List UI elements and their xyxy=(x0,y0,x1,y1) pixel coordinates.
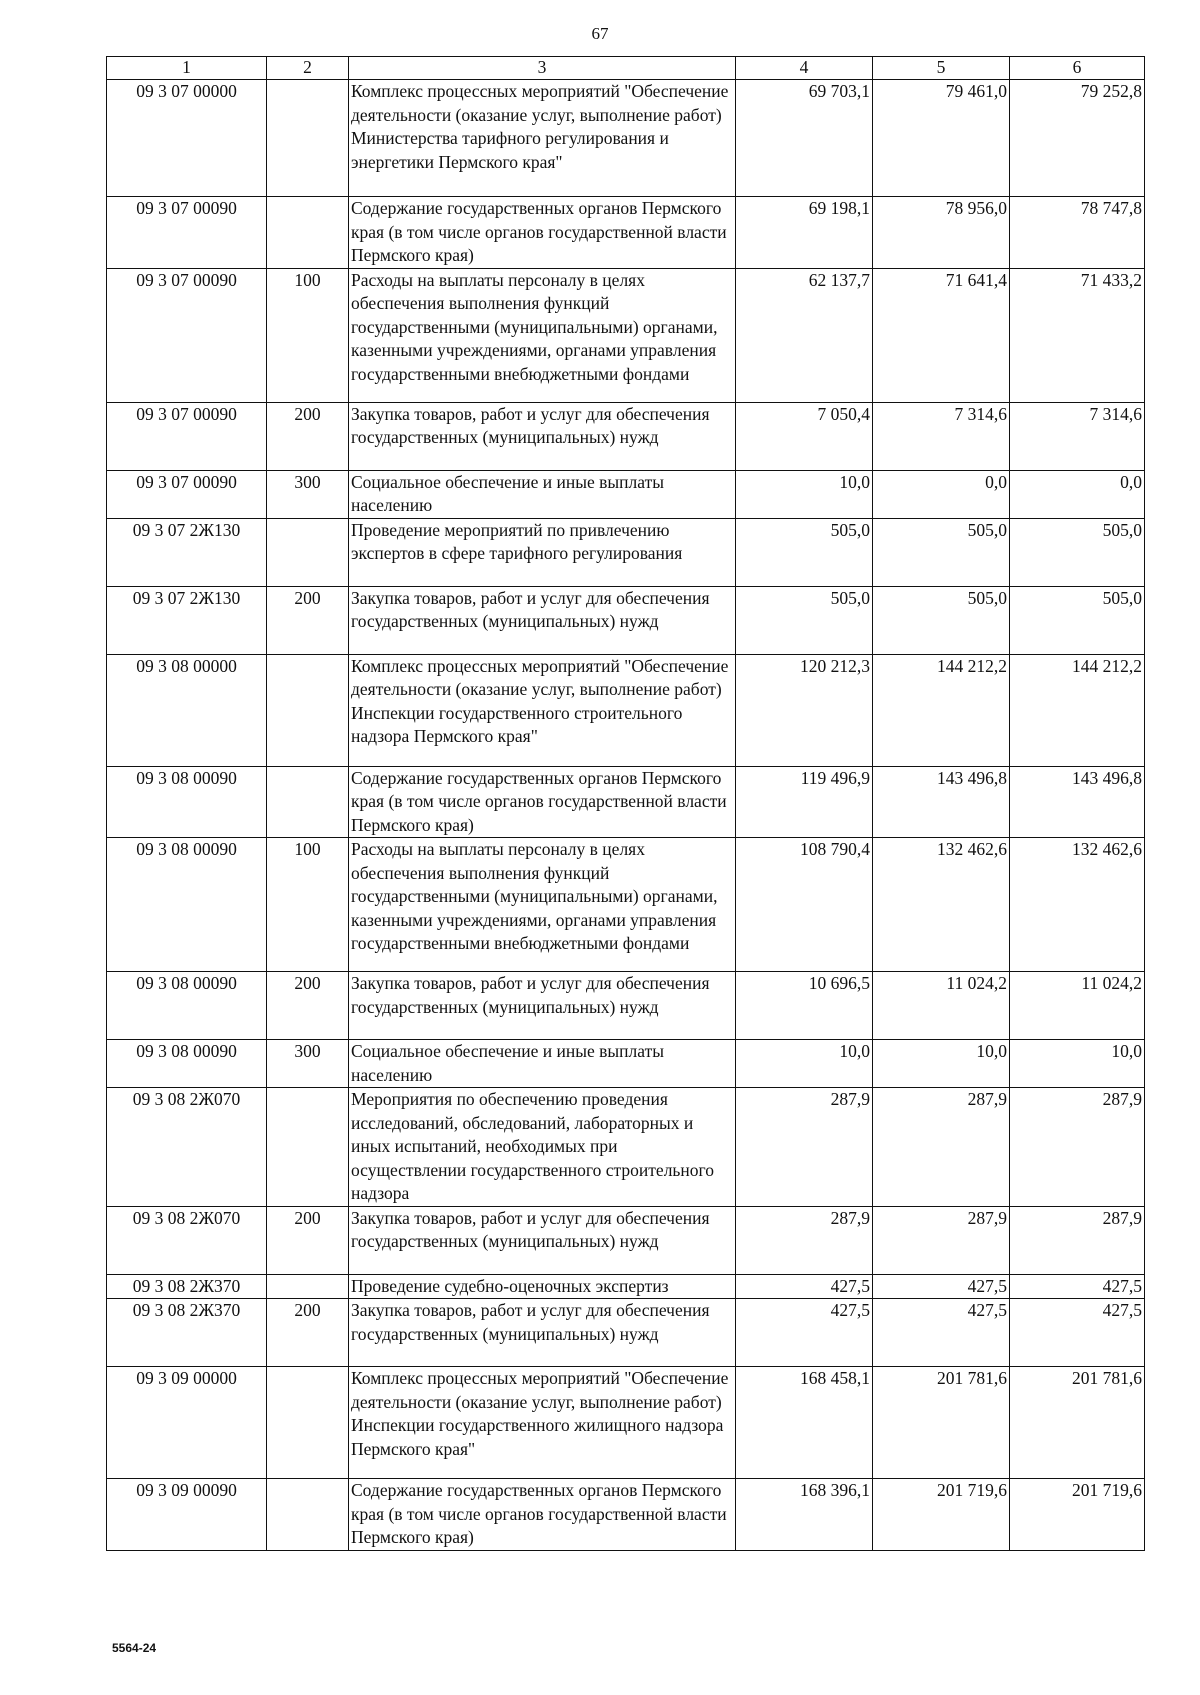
description-cell: Расходы на выплаты персоналу в целях обеспечения выполнения функций государственными (муниципальными) органами, казенными учреждениями, органами управления государственными внебюджетными фондами xyxy=(349,268,736,402)
description-cell: Закупка товаров, работ и услуг для обеспечения государственных (муниципальных) нужд xyxy=(349,402,736,470)
expense-type-cell: 200 xyxy=(267,972,349,1040)
amount-col-4-cell: 168 396,1 xyxy=(736,1479,873,1551)
amount-col-4-cell: 119 496,9 xyxy=(736,766,873,838)
header-col-2: 2 xyxy=(267,57,349,80)
amount-col-5-cell: 287,9 xyxy=(873,1088,1010,1207)
table-row xyxy=(107,1040,1145,1088)
header-col-5: 5 xyxy=(873,57,1010,80)
code-cell: 09 3 08 2Ж070 xyxy=(107,1088,267,1207)
description-cell: Проведение мероприятий по привлечению экспертов в сфере тарифного регулирования xyxy=(349,518,736,586)
amount-col-4-cell: 69 703,1 xyxy=(736,80,873,197)
amount-col-5-cell: 505,0 xyxy=(873,586,1010,654)
expense-type-cell xyxy=(267,1479,349,1551)
table-row xyxy=(107,972,1145,1040)
amount-col-5-cell: 7 314,6 xyxy=(873,402,1010,470)
amount-col-5-cell: 201 719,6 xyxy=(873,1479,1010,1551)
amount-col-6-cell: 143 496,8 xyxy=(1010,766,1145,838)
code-cell: 09 3 08 00090 xyxy=(107,972,267,1040)
expense-type-cell: 200 xyxy=(267,402,349,470)
code-cell: 09 3 08 2Ж370 xyxy=(107,1299,267,1367)
table-row xyxy=(107,518,1145,586)
table-row xyxy=(107,402,1145,470)
table-row xyxy=(107,586,1145,654)
code-cell: 09 3 08 2Ж070 xyxy=(107,1206,267,1274)
code-cell: 09 3 07 00000 xyxy=(107,80,267,197)
expense-type-cell: 300 xyxy=(267,1040,349,1088)
document-number: 5564-24 xyxy=(112,1641,157,1655)
amount-col-6-cell: 71 433,2 xyxy=(1010,268,1145,402)
amount-col-5-cell: 79 461,0 xyxy=(873,80,1010,197)
amount-col-4-cell: 427,5 xyxy=(736,1299,873,1367)
code-cell: 09 3 08 2Ж370 xyxy=(107,1274,267,1299)
expense-type-cell xyxy=(267,518,349,586)
amount-col-5-cell: 144 212,2 xyxy=(873,654,1010,766)
code-cell: 09 3 07 00090 xyxy=(107,470,267,518)
budget-table xyxy=(106,56,1145,1551)
code-cell: 09 3 09 00090 xyxy=(107,1479,267,1551)
amount-col-6-cell: 201 781,6 xyxy=(1010,1367,1145,1479)
amount-col-4-cell: 10,0 xyxy=(736,470,873,518)
code-cell: 09 3 07 2Ж130 xyxy=(107,586,267,654)
amount-col-4-cell: 287,9 xyxy=(736,1206,873,1274)
description-cell: Проведение судебно-оценочных экспертиз xyxy=(349,1274,736,1299)
amount-col-4-cell: 505,0 xyxy=(736,518,873,586)
description-cell: Содержание государственных органов Пермского края (в том числе органов государственной власти Пермского края) xyxy=(349,766,736,838)
expense-type-cell xyxy=(267,80,349,197)
table-row xyxy=(107,1088,1145,1207)
code-cell: 09 3 07 2Ж130 xyxy=(107,518,267,586)
expense-type-cell xyxy=(267,197,349,269)
amount-col-6-cell: 10,0 xyxy=(1010,1040,1145,1088)
expense-type-cell: 200 xyxy=(267,1299,349,1367)
amount-col-4-cell: 10,0 xyxy=(736,1040,873,1088)
amount-col-6-cell: 78 747,8 xyxy=(1010,197,1145,269)
expense-type-cell: 200 xyxy=(267,1206,349,1274)
amount-col-6-cell: 505,0 xyxy=(1010,518,1145,586)
code-cell: 09 3 08 00090 xyxy=(107,838,267,972)
amount-col-4-cell: 287,9 xyxy=(736,1088,873,1207)
amount-col-5-cell: 10,0 xyxy=(873,1040,1010,1088)
amount-col-4-cell: 10 696,5 xyxy=(736,972,873,1040)
expense-type-cell: 100 xyxy=(267,268,349,402)
amount-col-5-cell: 132 462,6 xyxy=(873,838,1010,972)
amount-col-5-cell: 287,9 xyxy=(873,1206,1010,1274)
amount-col-5-cell: 78 956,0 xyxy=(873,197,1010,269)
code-cell: 09 3 07 00090 xyxy=(107,197,267,269)
amount-col-4-cell: 7 050,4 xyxy=(736,402,873,470)
expense-type-cell xyxy=(267,766,349,838)
amount-col-6-cell: 287,9 xyxy=(1010,1206,1145,1274)
amount-col-6-cell: 287,9 xyxy=(1010,1088,1145,1207)
description-cell: Социальное обеспечение и иные выплаты населению xyxy=(349,1040,736,1088)
table-row xyxy=(107,1299,1145,1367)
amount-col-4-cell: 427,5 xyxy=(736,1274,873,1299)
amount-col-4-cell: 62 137,7 xyxy=(736,268,873,402)
header-col-4: 4 xyxy=(736,57,873,80)
description-cell: Закупка товаров, работ и услуг для обеспечения государственных (муниципальных) нужд xyxy=(349,586,736,654)
description-cell: Содержание государственных органов Пермского края (в том числе органов государственной власти Пермского края) xyxy=(349,1479,736,1551)
table-row xyxy=(107,197,1145,269)
amount-col-4-cell: 168 458,1 xyxy=(736,1367,873,1479)
description-cell: Закупка товаров, работ и услуг для обеспечения государственных (муниципальных) нужд xyxy=(349,1206,736,1274)
amount-col-6-cell: 7 314,6 xyxy=(1010,402,1145,470)
description-cell: Социальное обеспечение и иные выплаты населению xyxy=(349,470,736,518)
header-col-1: 1 xyxy=(107,57,267,80)
amount-col-6-cell: 144 212,2 xyxy=(1010,654,1145,766)
amount-col-6-cell: 132 462,6 xyxy=(1010,838,1145,972)
code-cell: 09 3 09 00000 xyxy=(107,1367,267,1479)
table-row xyxy=(107,470,1145,518)
table-row xyxy=(107,766,1145,838)
description-cell: Комплекс процессных мероприятий "Обеспечение деятельности (оказание услуг, выполнение работ) Инспекции государственного строительного надзора Пермского края" xyxy=(349,654,736,766)
description-cell: Расходы на выплаты персоналу в целях обеспечения выполнения функций государственными (муниципальными) органами, казенными учреждениями, органами управления государственными внебюджетными фондами xyxy=(349,838,736,972)
amount-col-6-cell: 427,5 xyxy=(1010,1274,1145,1299)
amount-col-6-cell: 505,0 xyxy=(1010,586,1145,654)
code-cell: 09 3 08 00090 xyxy=(107,1040,267,1088)
code-cell: 09 3 07 00090 xyxy=(107,268,267,402)
amount-col-5-cell: 427,5 xyxy=(873,1274,1010,1299)
amount-col-4-cell: 69 198,1 xyxy=(736,197,873,269)
description-cell: Закупка товаров, работ и услуг для обеспечения государственных (муниципальных) нужд xyxy=(349,1299,736,1367)
header-col-6: 6 xyxy=(1010,57,1145,80)
expense-type-cell xyxy=(267,1367,349,1479)
amount-col-6-cell: 79 252,8 xyxy=(1010,80,1145,197)
amount-col-6-cell: 427,5 xyxy=(1010,1299,1145,1367)
table-row xyxy=(107,1479,1145,1551)
amount-col-4-cell: 120 212,3 xyxy=(736,654,873,766)
amount-col-6-cell: 0,0 xyxy=(1010,470,1145,518)
amount-col-5-cell: 0,0 xyxy=(873,470,1010,518)
table-row xyxy=(107,1274,1145,1299)
expense-type-cell: 300 xyxy=(267,470,349,518)
expense-type-cell: 100 xyxy=(267,838,349,972)
description-cell: Закупка товаров, работ и услуг для обеспечения государственных (муниципальных) нужд xyxy=(349,972,736,1040)
expense-type-cell xyxy=(267,1274,349,1299)
amount-col-5-cell: 143 496,8 xyxy=(873,766,1010,838)
description-cell: Содержание государственных органов Пермского края (в том числе органов государственной власти Пермского края) xyxy=(349,197,736,269)
header-col-3: 3 xyxy=(349,57,736,80)
table-row xyxy=(107,1367,1145,1479)
page-number: 67 xyxy=(591,24,609,43)
table-row xyxy=(107,654,1145,766)
code-cell: 09 3 08 00090 xyxy=(107,766,267,838)
code-cell: 09 3 07 00090 xyxy=(107,402,267,470)
amount-col-5-cell: 11 024,2 xyxy=(873,972,1010,1040)
expense-type-cell xyxy=(267,654,349,766)
amount-col-5-cell: 505,0 xyxy=(873,518,1010,586)
amount-col-4-cell: 505,0 xyxy=(736,586,873,654)
table-row xyxy=(107,1206,1145,1274)
table-row xyxy=(107,268,1145,402)
expense-type-cell xyxy=(267,1088,349,1207)
description-cell: Комплекс процессных мероприятий "Обеспечение деятельности (оказание услуг, выполнение работ) Инспекции государственного жилищного надзора Пермского края" xyxy=(349,1367,736,1479)
table-row xyxy=(107,80,1145,197)
table-header-row xyxy=(107,57,1145,80)
table-row xyxy=(107,838,1145,972)
amount-col-6-cell: 201 719,6 xyxy=(1010,1479,1145,1551)
amount-col-5-cell: 71 641,4 xyxy=(873,268,1010,402)
amount-col-6-cell: 11 024,2 xyxy=(1010,972,1145,1040)
amount-col-4-cell: 108 790,4 xyxy=(736,838,873,972)
amount-col-5-cell: 427,5 xyxy=(873,1299,1010,1367)
code-cell: 09 3 08 00000 xyxy=(107,654,267,766)
description-cell: Комплекс процессных мероприятий "Обеспечение деятельности (оказание услуг, выполнение работ) Министерства тарифного регулирования и энергетики Пермского края" xyxy=(349,80,736,197)
description-cell: Мероприятия по обеспечению проведения исследований, обследований, лабораторных и иных испытаний, необходимых при осуществлении государственного строительного надзора xyxy=(349,1088,736,1207)
expense-type-cell: 200 xyxy=(267,586,349,654)
amount-col-5-cell: 201 781,6 xyxy=(873,1367,1010,1479)
